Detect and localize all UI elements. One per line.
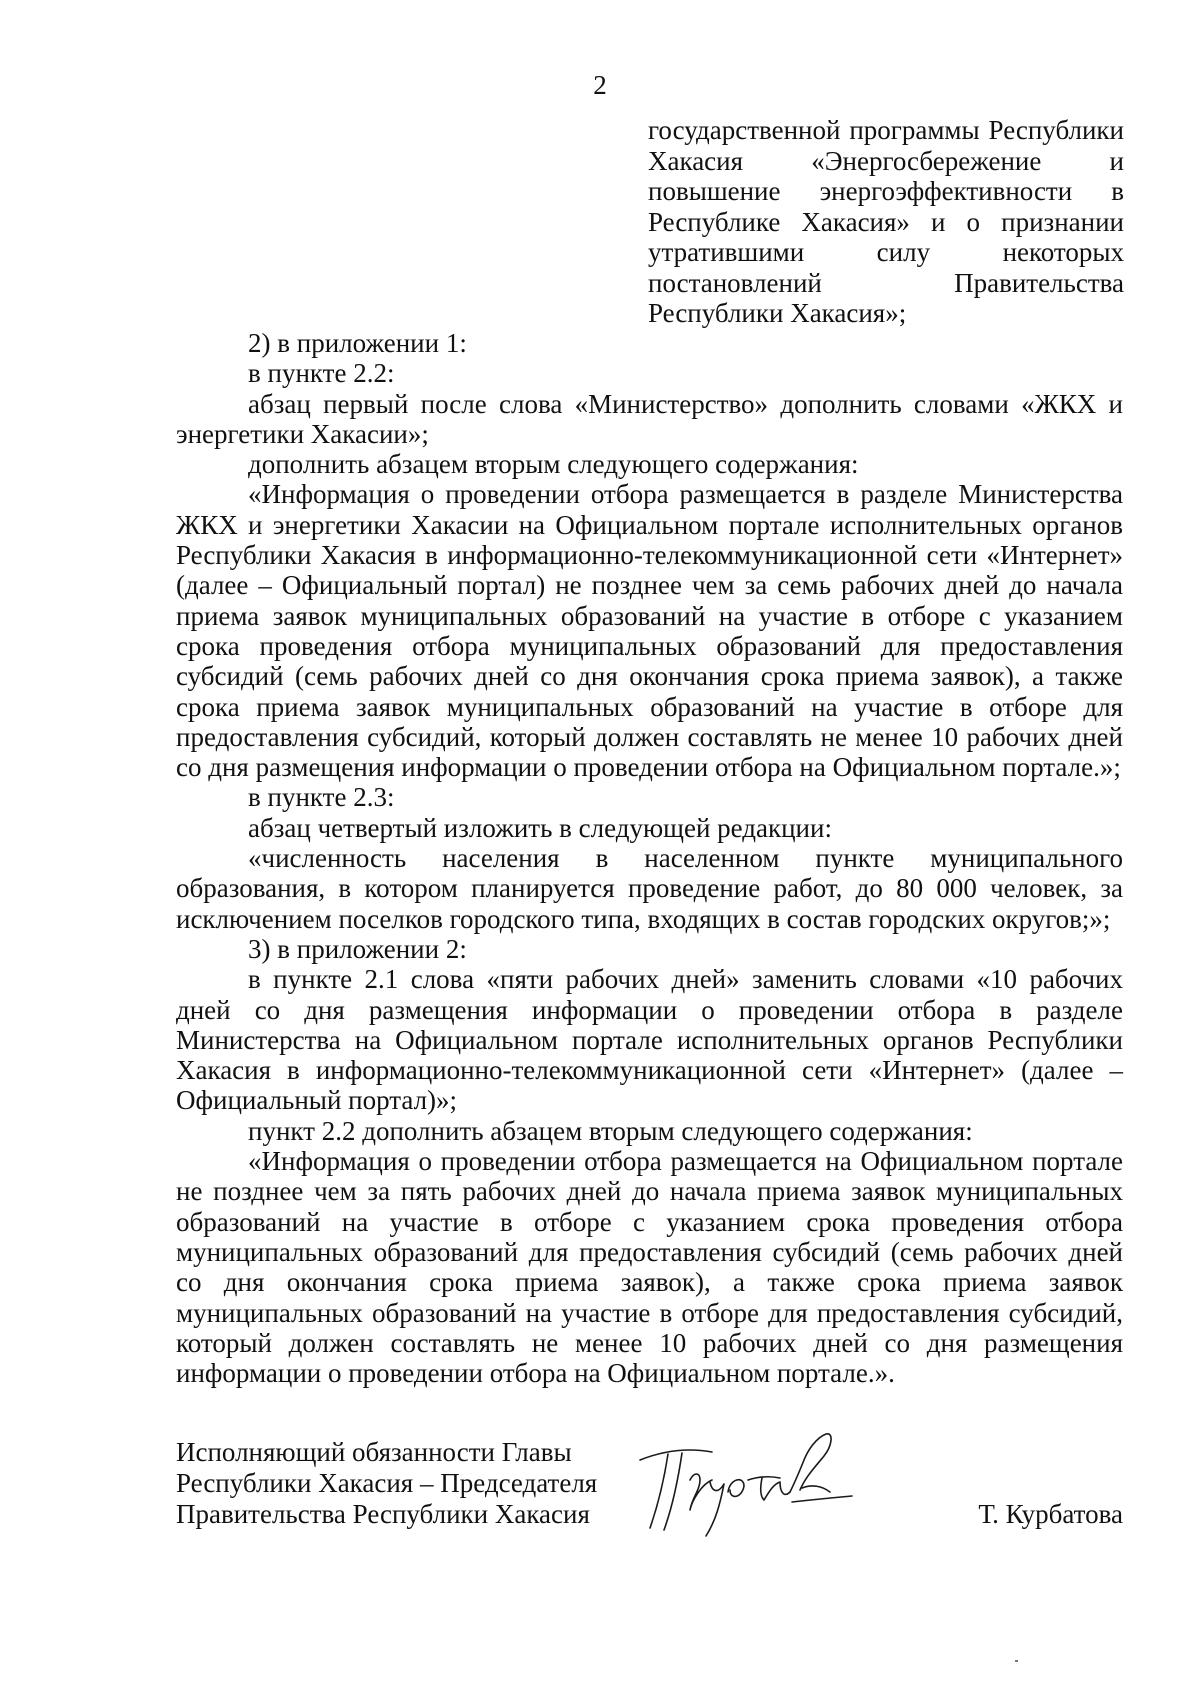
title-line: постановлений Правительства	[648, 267, 1124, 298]
signatory-position-line: Исполняющий обязанности Главы	[176, 1437, 572, 1467]
paragraph: в пункте 2.3:	[248, 782, 395, 813]
paragraph: «Информация о проведении отбора размещается на Официальном портале не позднее чем за пять рабочих дней до начала приема заявок муниципальных образований на участие в отборе с указанием срока проведения отбора муниципальных образований для предоставления субсидий (семь рабочих дней со дня окончания срока приема заявок), а также срока приема заявок муниципальных образований на участие в отборе для предоставления субсидий, который должен составлять не менее 10 рабочих дней со дня размещения информации о проведении отбора на Официальном портале.».	[176, 1146, 1123, 1389]
title-line: Республике Хакасия» и о признании	[648, 206, 1124, 237]
signatory-position	[176, 1437, 636, 1530]
title-line: Хакасия «Энергосбережение и	[648, 145, 1124, 176]
paragraph: в пункте 2.2:	[248, 358, 395, 389]
title-line: Республики Хакасия»;	[648, 298, 907, 328]
paragraph: абзац первый после слова «Министерство» дополнить словами «ЖКХ и энергетики Хакасии»;	[176, 388, 1123, 449]
scan-speck	[1015, 1660, 1018, 1662]
paragraph: 2) в приложении 1:	[248, 328, 467, 358]
document-title-block	[648, 115, 1124, 329]
signatory-position-line: Республики Хакасия – Председателя	[176, 1468, 598, 1498]
paragraph: в пункте 2.1 слова «пяти рабочих дней» заменить словами «10 рабочих дней со дня размещения информации о проведении отбора в разделе Министерства на Официальном портале исполнительных органов Республики Хакасия в информационно-телекоммуникационной сети «Интернет» (далее – Официальный портал)»;	[176, 964, 1123, 1116]
paragraph: «Информация о проведении отбора размещается в разделе Министерства ЖКХ и энергетики Хакасии на Официальном портале исполнительных органов Республики Хакасия в информационно-телекоммуникационной сети «Интернет» (далее – Официальный портал) не позднее чем за семь рабочих дней до начала приема заявок муниципальных образований на участие в отборе с указанием срока проведения отбора муниципальных образований для предоставления субсидий (семь рабочих дней со дня окончания срока приема заявок), а также срока приема заявок муниципальных образований на участие в отборе для предоставления субсидий, который должен составлять не менее 10 рабочих дней со дня размещения информации о проведении отбора на Официальном портале.»;	[176, 479, 1123, 783]
signer-name: Т. Курбатова	[978, 1499, 1123, 1529]
title-line: государственной программы Республики	[648, 115, 1124, 145]
paragraph: 3) в приложении 2:	[248, 933, 467, 964]
page-number: 2	[593, 70, 607, 100]
paragraph: пункт 2.2 дополнить абзацем вторым следующего содержания:	[248, 1115, 973, 1146]
paragraph: «численность населения в населенном пункте муниципального образования, в котором планируется проведение работ, до 80 000 человек, за исключением поселков городского типа, входящих в состав городских округов;»;	[176, 843, 1123, 934]
paragraph: дополнить абзацем вторым следующего содержания:	[248, 449, 859, 480]
document-body	[176, 328, 1123, 1388]
title-line: повышение энергоэффективности в	[648, 176, 1124, 206]
title-line: утратившими силу некоторых	[648, 237, 1124, 267]
handwritten-signature	[620, 1420, 860, 1540]
paragraph: абзац четвертый изложить в следующей редакции:	[248, 812, 832, 843]
signatory-position-line: Правительства Республики Хакасия	[176, 1499, 590, 1529]
